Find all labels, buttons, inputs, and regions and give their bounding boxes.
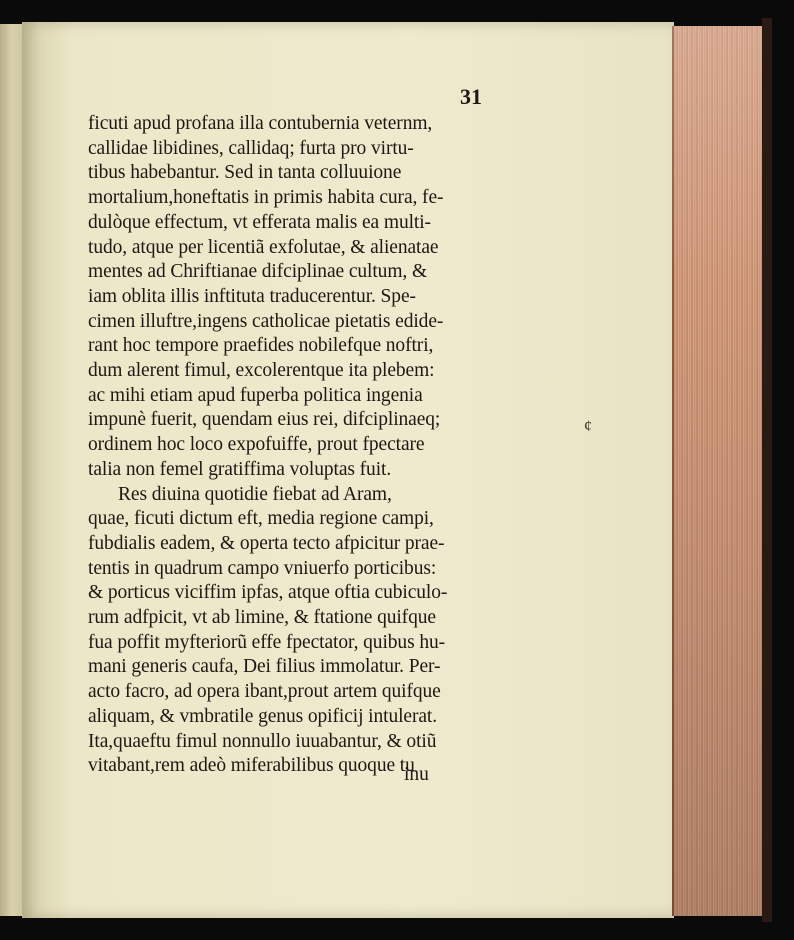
catchword: inu (404, 764, 429, 785)
book (0, 18, 772, 922)
text-line: quae, ficuti dictum eft, media regione campi, (88, 508, 434, 530)
text-line: ficuti apud profana illa contubernia veternm, (88, 113, 433, 134)
text-line: callidae libidines, callidaq; furta pro virtu- (88, 137, 414, 159)
text-line: mani generis caufa, Dei filius immolatur. Per- (88, 656, 441, 678)
text-line: & porticus viciffim ipfas, atque oftia cubiculo- (88, 582, 448, 604)
text-line: Res diuina quotidie fiebat ad Aram, (118, 483, 392, 505)
text-line: iam oblita illis inftituta traducerentur. Spe- (88, 285, 416, 307)
text-line: vitabant,rem adeò miferabilibus quoque tu (88, 755, 415, 777)
left-page-edge (0, 24, 23, 916)
text-line: impunè fuerit, quendam eius rei, difciplinaeq; (88, 409, 441, 431)
text-block (88, 112, 480, 779)
text-line: mentes ad Chriftianae difciplinae cultum, & (88, 261, 428, 283)
text-line: ac mihi etiam apud fuperba politica ingenia (88, 384, 423, 406)
book-page (22, 22, 674, 918)
text-line: acto facro, ad opera ibant,prout artem quifque (88, 681, 441, 703)
margin-mark: ¢ (584, 418, 592, 435)
cover-edge (762, 18, 772, 922)
text-line: aliquam, & vmbratile genus opificij intulerat. (88, 705, 438, 727)
text-line: ordinem hoc loco expofuiffe, prout fpectare (88, 434, 425, 456)
text-line: rant hoc tempore praefides nobilefque noftri, (88, 335, 434, 357)
text-line: tudo, atque per licentiã exfolutae, & alienatae (88, 236, 439, 258)
text-line: tibus habebantur. Sed in tanta colluuione (88, 162, 402, 184)
text-line: tentis in quadrum campo vniuerfo porticibus: (88, 557, 437, 579)
text-line: fua poffit myfteriorũ effe fpectator, quibus hu- (88, 631, 446, 653)
text-line: fubdialis eadem, & operta tecto afpicitur prae- (88, 532, 445, 554)
text-line: rum adfpicit, vt ab limine, & ftatione quifque (88, 607, 436, 629)
text-line: mortalium,honeftatis in primis habita cura, fe- (88, 187, 444, 209)
text-line: dum alerent fimul, excolerentque ita plebem: (88, 360, 435, 382)
text-line: Ita,quaeftu fimul nonnullo iuuabantur, & otiũ (88, 730, 437, 752)
text-line: dulòque effectum, vt efferata malis ea multi- (88, 211, 431, 233)
fore-edge-shade (672, 26, 764, 916)
text-line: cimen illuftre,ingens catholicae pietatis edide- (88, 310, 444, 332)
page-number: 31 (460, 84, 482, 109)
text-line: talia non femel gratiffima voluptas fuit. (88, 458, 392, 480)
